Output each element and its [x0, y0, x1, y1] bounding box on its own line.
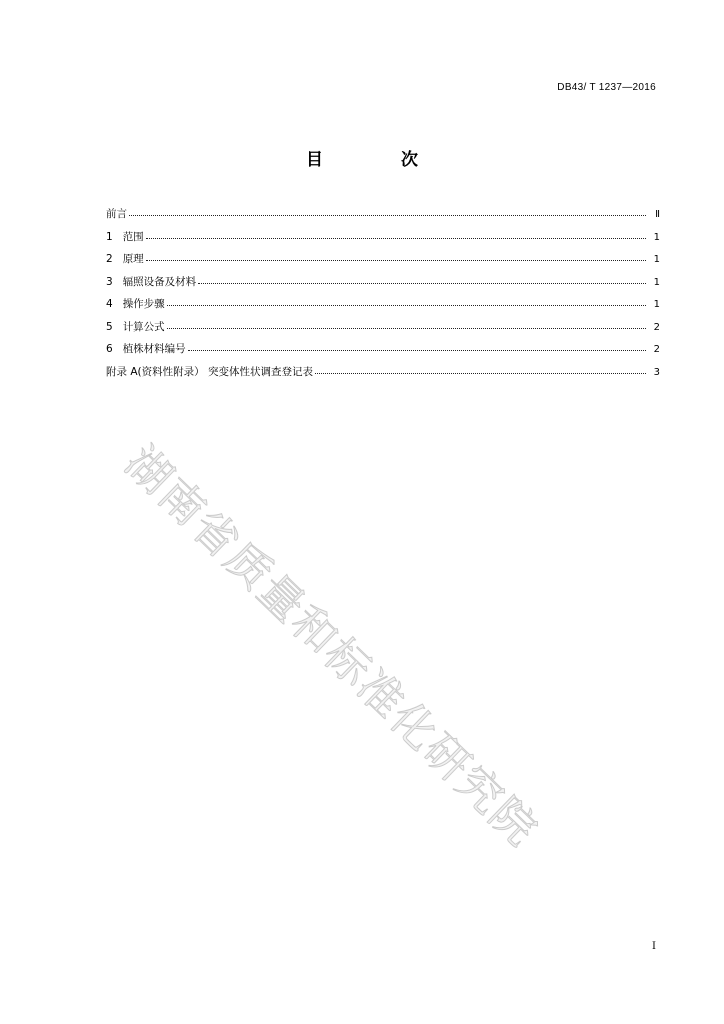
toc-dot-leader — [129, 207, 646, 217]
toc-item-equipment[interactable] — [106, 274, 660, 297]
watermark: 湖南省质量和标准化研究院 — [115, 436, 548, 858]
toc-item-principle[interactable] — [106, 251, 660, 274]
toc-item-label — [106, 251, 144, 266]
toc-item-foreword[interactable] — [106, 206, 660, 229]
toc-item-text: 计算公式 — [122, 320, 165, 333]
toc-item-number: 1 — [106, 230, 113, 243]
toc-item-formula[interactable] — [106, 319, 660, 342]
page-title: 目 次 — [306, 150, 454, 170]
toc-item-text: 植株材料编号 — [122, 343, 186, 355]
toc-item-label — [106, 274, 196, 289]
toc-item-number: 6 — [106, 343, 113, 355]
toc-item-number: 3 — [106, 275, 113, 288]
toc-item-text: 辐照设备及材料 — [122, 275, 197, 288]
toc-item-label — [106, 296, 165, 311]
toc-item-number: 5 — [106, 320, 113, 333]
toc-item-text: 范围 — [122, 230, 144, 243]
toc-item-page: 2 — [653, 321, 660, 333]
toc-item-page: Ⅱ — [655, 209, 660, 220]
toc-item-page: 3 — [653, 366, 660, 378]
toc-dot-leader — [167, 320, 646, 330]
document-id: DB43/ T 1237—2016 — [557, 82, 656, 93]
table-of-contents — [106, 206, 660, 386]
toc-item-label — [106, 341, 186, 356]
toc-item-number: 2 — [106, 253, 113, 265]
toc-item-page: 1 — [653, 276, 660, 288]
toc-item-label — [106, 319, 165, 334]
toc-item-page: 1 — [653, 231, 660, 243]
toc-item-procedure[interactable] — [106, 296, 660, 319]
toc-item-scope[interactable] — [106, 229, 660, 252]
toc-dot-leader — [198, 275, 646, 285]
toc-item-appendix-a[interactable] — [106, 364, 660, 387]
toc-dot-leader — [146, 230, 646, 240]
toc-dot-leader — [167, 297, 646, 307]
toc-item-label: 附录 A(资料性附录） 突变体性状调查登记表 — [106, 365, 313, 378]
toc-item-numbering[interactable] — [106, 341, 660, 364]
toc-item-page: 1 — [653, 299, 660, 310]
toc-item-label — [106, 229, 144, 244]
toc-item-number: 4 — [106, 298, 113, 310]
toc-dot-leader — [315, 365, 646, 375]
toc-item-page: 1 — [653, 254, 660, 265]
toc-item-page: 2 — [653, 344, 660, 355]
toc-item-text: 原理 — [122, 253, 144, 265]
toc-dot-leader — [188, 342, 646, 352]
page-number: I — [652, 941, 656, 952]
toc-dot-leader — [146, 252, 646, 262]
toc-item-text: 操作步骤 — [122, 298, 165, 310]
toc-item-label: 前言 — [106, 208, 127, 220]
